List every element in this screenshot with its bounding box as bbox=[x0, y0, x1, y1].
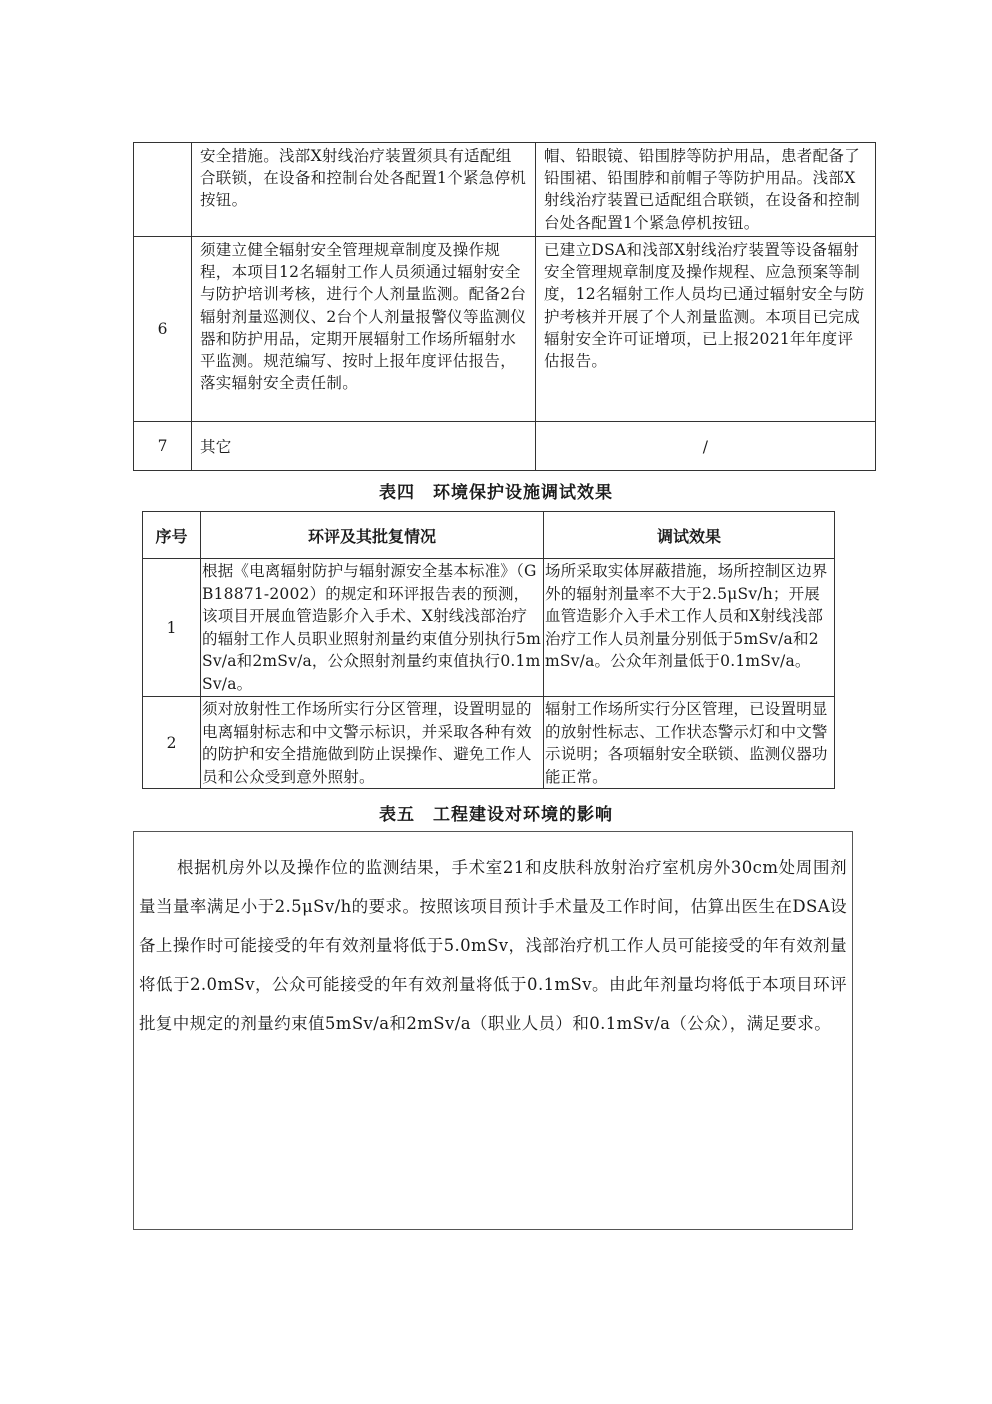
row-seq: 1 bbox=[143, 559, 201, 697]
table3-continuation bbox=[133, 142, 876, 471]
table-row bbox=[143, 559, 835, 697]
row-requirement: 须建立健全辐射安全管理规章制度及操作规程，本项目12名辐射工作人员须通过辐射安全与防护培训考核，进行个人剂量监测。配备2台辐射剂量巡测仪、2台个人剂量报警仪等监测仪器和防护用品，定期开展辐射工作场所辐射水平监测。规范编写、按时上报年度评估报告，落实辐射安全责任制。 bbox=[192, 237, 536, 422]
row-seq: 7 bbox=[134, 422, 192, 471]
header-seq: 序号 bbox=[143, 512, 201, 559]
table-row bbox=[134, 237, 876, 422]
table-header-row bbox=[143, 512, 835, 559]
row-seq: 6 bbox=[134, 237, 192, 422]
row-requirement: 根据《电离辐射防护与辐射源安全基本标准》（GB18871-2002）的规定和环评报告表的预测，该项目开展血管造影介入手术、X射线浅部治疗的辐射工作人员职业照射剂量约束值分别执行5mSv/a和2mSv/a，公众照射剂量约束值执行0.1mSv/a。 bbox=[201, 559, 544, 697]
environment-impact-paragraph: 根据机房外以及操作位的监测结果，手术室21和皮肤科放射治疗室机房外30cm处周围剂量当量率满足小于2.5μSv/h的要求。按照该项目预计手术量及工作时间，估算出医生在DSA设备上操作时可能接受的年有效剂量将低于5.0mSv，浅部治疗机工作人员可能接受的年有效剂量将低于2.0mSv，公众可能接受的年有效剂量将低于0.1mSv。由此年剂量均将低于本项目环评批复中规定的剂量约束值5mSv/a和2mSv/a（职业人员）和0.1mSv/a（公众），满足要求。 bbox=[139, 858, 847, 1033]
row-implementation: 帽、铅眼镜、铅围脖等防护用品，患者配备了铅围裙、铅围脖和前帽子等防护用品。浅部X射线治疗装置已适配组合联锁，在设备和控制台处各配置1个紧急停机按钮。 bbox=[536, 143, 876, 237]
table5-title: 表五 工程建设对环境的影响 bbox=[379, 805, 613, 825]
table-row bbox=[134, 143, 876, 237]
row-implementation: / bbox=[536, 422, 876, 471]
row-requirement: 其它 bbox=[192, 422, 536, 471]
row-seq: 2 bbox=[143, 697, 201, 789]
row-requirement: 安全措施。浅部X射线治疗装置须具有适配组合联锁，在设备和控制台处各配置1个紧急停机按钮。 bbox=[192, 143, 536, 237]
table-row bbox=[134, 422, 876, 471]
row-seq bbox=[134, 143, 192, 237]
table4-title: 表四 环境保护设施调试效果 bbox=[379, 483, 613, 503]
header-requirement: 环评及其批复情况 bbox=[201, 512, 544, 559]
table5-box bbox=[133, 831, 853, 1230]
row-implementation: 已建立DSA和浅部X射线治疗装置等设备辐射安全管理规章制度及操作规程、应急预案等制度，12名辐射工作人员均已通过辐射安全与防护考核并开展了个人剂量监测。本项目已完成辐射安全许可证增项，已上报2021年年度评估报告。 bbox=[536, 237, 876, 422]
table4 bbox=[142, 511, 835, 789]
table-row bbox=[143, 697, 835, 789]
header-effect: 调试效果 bbox=[544, 512, 835, 559]
row-effect: 场所采取实体屏蔽措施，场所控制区边界外的辐射剂量率不大于2.5μSv/h；开展血管造影介入手术工作人员和X射线浅部治疗工作人员剂量分别低于5mSv/a和2mSv/a。公众年剂量低于0.1mSv/a。 bbox=[544, 559, 835, 697]
row-requirement: 须对放射性工作场所实行分区管理，设置明显的电离辐射标志和中文警示标识，并采取各种有效的防护和安全措施做到防止误操作、避免工作人员和公众受到意外照射。 bbox=[201, 697, 544, 789]
row-effect: 辐射工作场所实行分区管理，已设置明显的放射性标志、工作状态警示灯和中文警示说明；各项辐射安全联锁、监测仪器功能正常。 bbox=[544, 697, 835, 789]
